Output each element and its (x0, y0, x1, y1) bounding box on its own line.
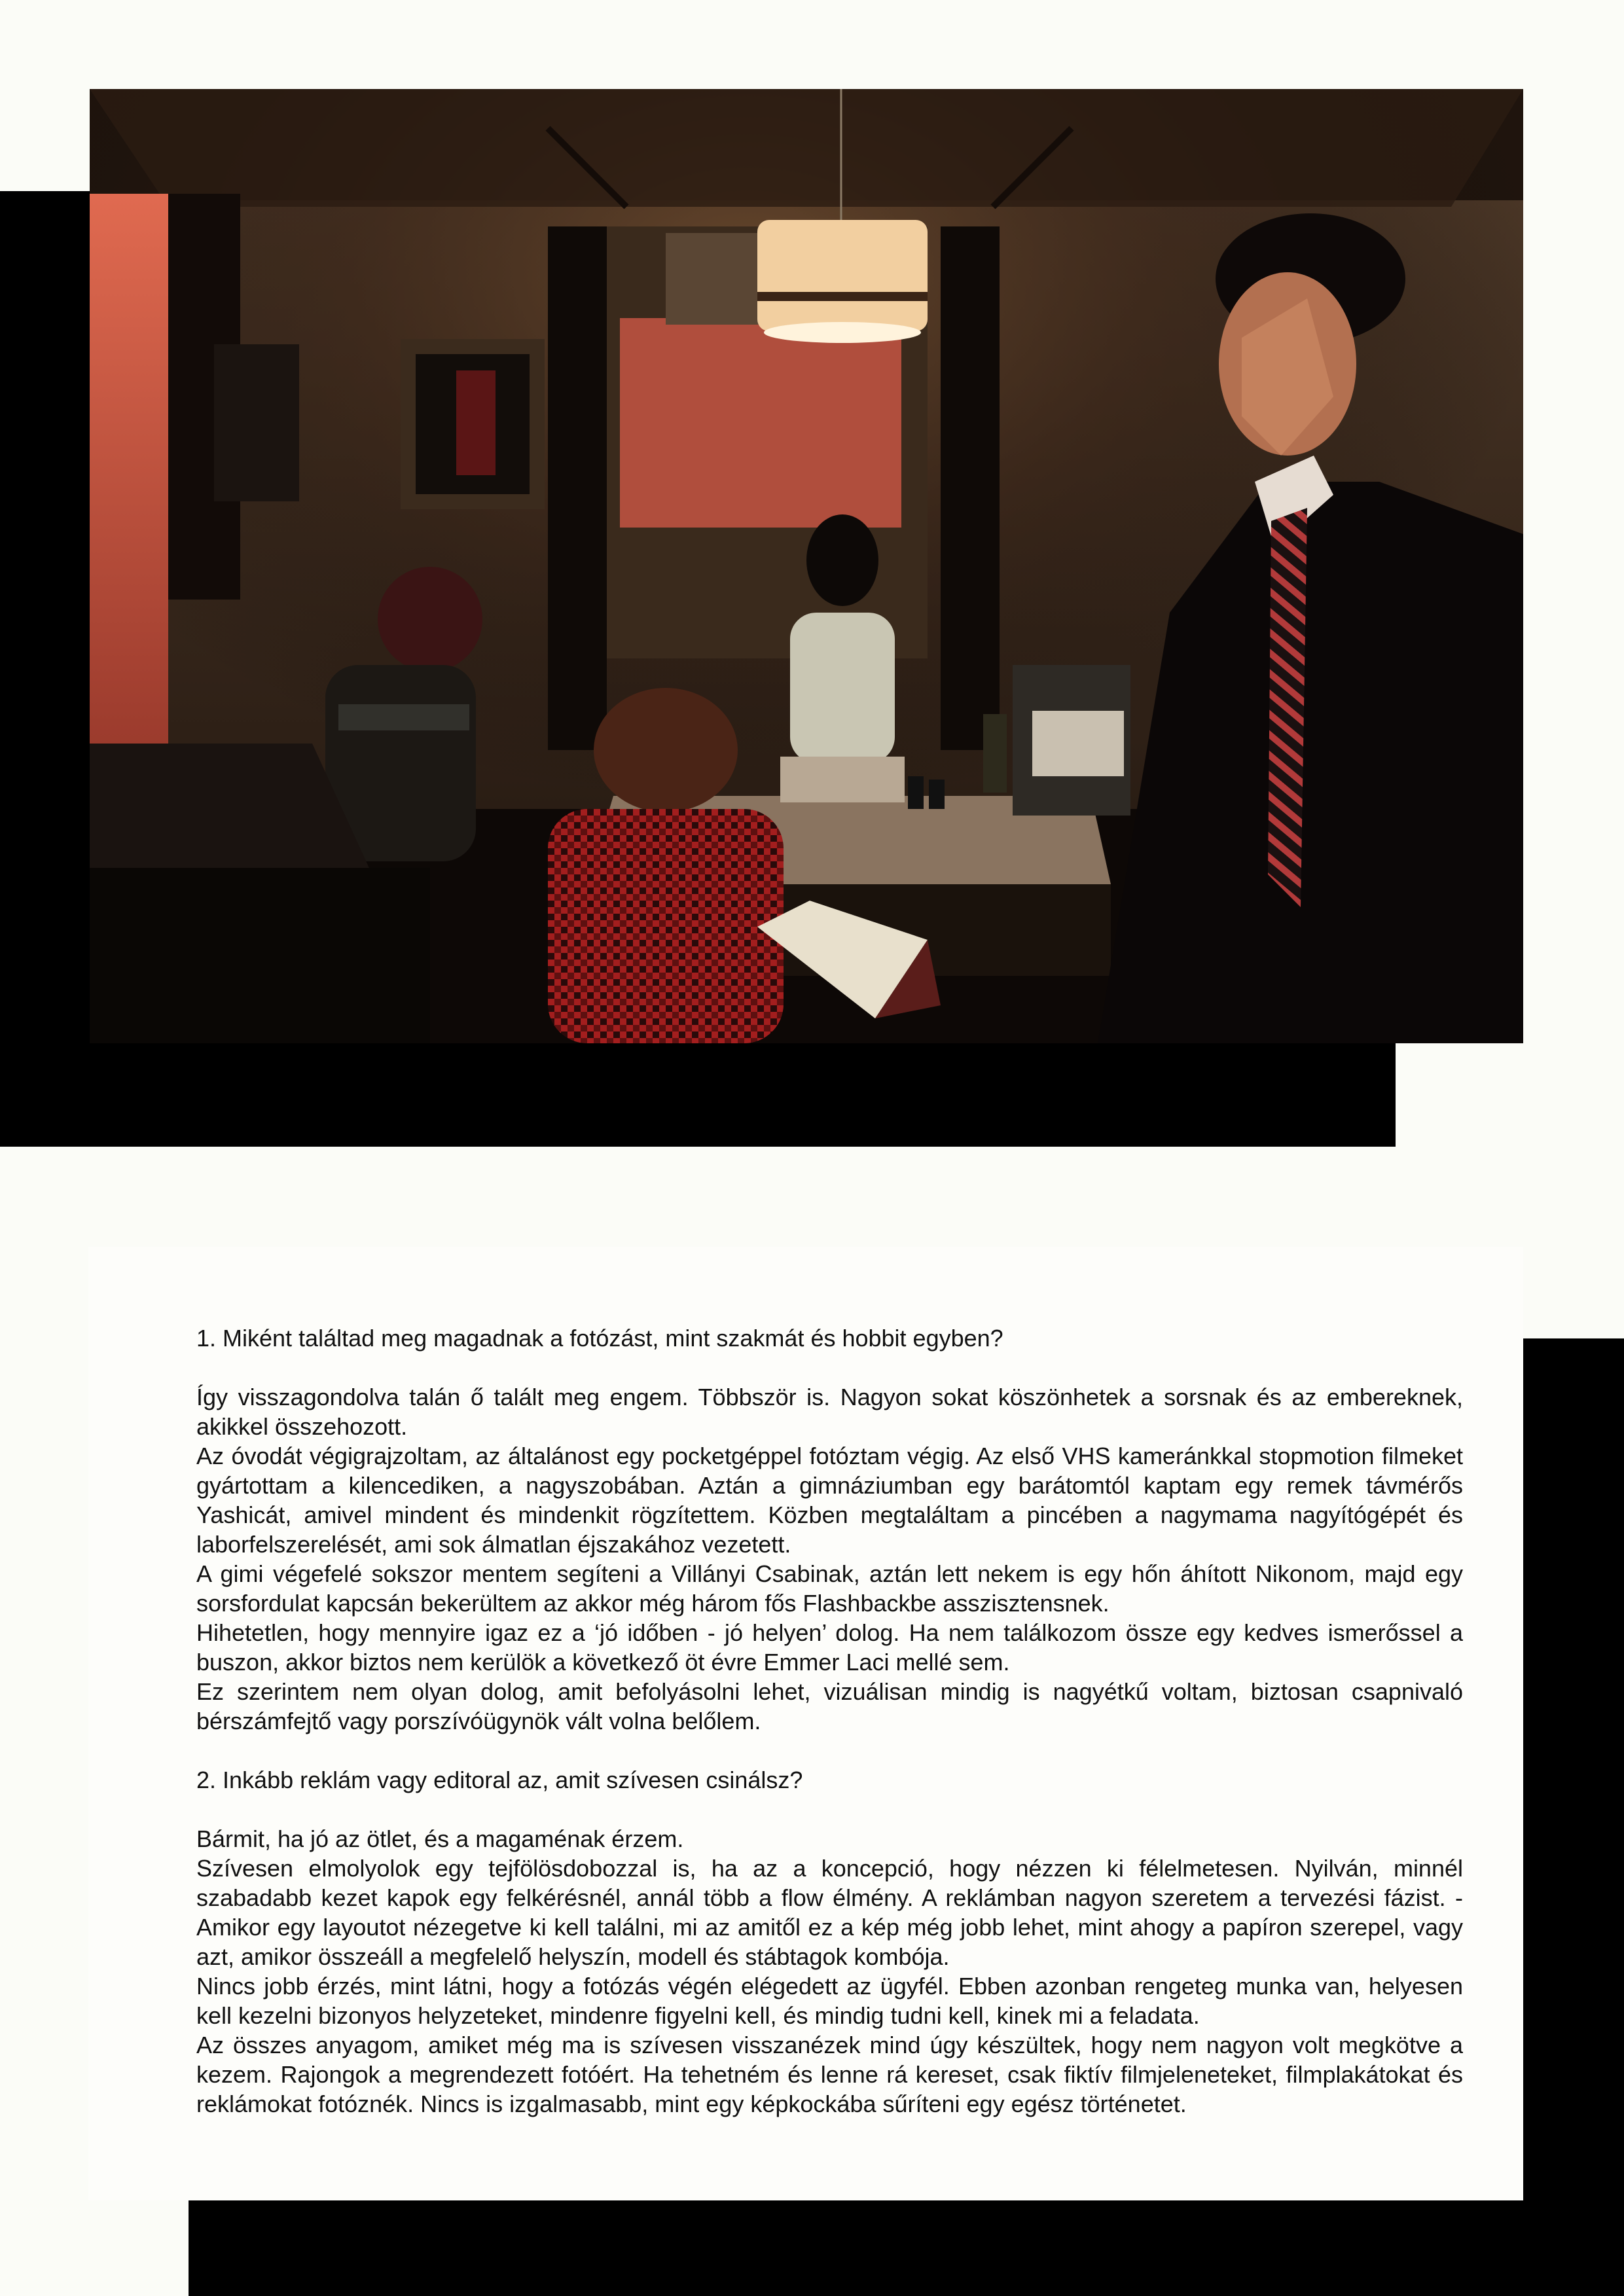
black-block-right (1522, 1338, 1624, 2296)
question-1: 1. Miként találtad meg magadnak a fotózást, mint szakmát és hobbit egyben? (196, 1325, 1003, 1352)
photo-illustration (90, 89, 1523, 1043)
answer-2-paragraph-3: Nincs jobb érzés, mint látni, hogy a fotózás végén elégedett az ügyfél. Ebben azonban rengeteg munka van, helyesen kell kezelni bizonyos helyzeteket, mindenre figyelni kell, és mindig tudni kell, kinek mi a feladata. (196, 1973, 1463, 2029)
answer-1-paragraph-4: Hihetetlen, hogy mennyire igaz ez a ‘jó időben - jó helyen’ dolog. Ha nem találkozom össze egy kedves ismerőssel a buszon, akkor biztos nem kerülök a következő öt évre Emmer Laci mellé sem. (196, 1619, 1463, 1676)
interview-text (196, 1323, 1463, 2119)
answer-1-paragraph-5: Ez szerintem nem olyan dolog, amit befolyásolni lehet, vizuálisan mindig is nagyétkű voltam, biztosan csapnivaló bérszámfejtő vagy porszívóügynök vált volna belőlem. (196, 1678, 1463, 1734)
spacer (196, 1736, 1463, 1765)
answer-2-paragraph-1: Bármit, ha jó az ötlet, és a magaménak érzem. (196, 1825, 684, 1852)
answer-1-paragraph-1: Így visszagondolva talán ő talált meg engem. Többször is. Nagyon sokat köszönhetek a sorsnak és az embereknek, akikkel összehozott. (196, 1384, 1463, 1440)
answer-2-paragraph-2: Szívesen elmolyolok egy tejfölösdobozzal is, ha az a koncepció, hogy nézzen ki félelmetesen. Nyilván, minnél szabadabb kezet kapok egy felkérésnél, annál több a flow élmény. A reklámban nagyon szeretem a tervezési fázist. - Amikor egy layoutot nézegetve ki kell találni, mi az amitől ez a kép még jobb lehet, mint ahogy a papíron szerepel, vagy azt, amikor összeáll a megfelelő helyszín, modell és stábtagok kombója. (196, 1855, 1463, 1970)
answer-1-paragraph-3: A gimi végefelé sokszor mentem segíteni a Villányi Csabinak, aztán lett nekem is egy hőn áhított Nikonom, majd egy sorsfordulat kapcsán bekerültem az akkor még három fős Flashbackbe asszisztensnek. (196, 1560, 1463, 1617)
answer-2-paragraph-4: Az összes anyagom, amiket még ma is szívesen visszanézek mind úgy készültek, hogy nem nagyon volt megkötve a kezem. Rajongok a megrendezett fotóért. Ha tehetném és lenne rá kereset, csak fiktív filmjeleneteket, filmplakátokat és reklámokat fotóznék. Nincs is izgalmasabb, mint egy képkockába sűríteni egy egész történetet. (196, 2032, 1463, 2117)
spacer (196, 1795, 1463, 1824)
black-block-left (0, 191, 92, 1147)
black-block-under-photo (0, 1042, 1396, 1147)
question-2: 2. Inkább reklám vagy editoral az, amit szívesen csinálsz? (196, 1767, 803, 1793)
spacer (196, 1353, 1463, 1382)
answer-1-paragraph-2: Az óvodát végigrajzoltam, az általánost egy pocketgéppel fotóztam végig. Az első VHS kameránkkal stopmotion filmeket gyártottam a kilencediken, a nagyszobában. Aztán a gimnáziumban egy barátomtól kaptam egy remek távmérős Yashicát, amivel mindent és mindenkit rögzítettem. Közben megtaláltam a pincében a nagymama nagyítógépét és laborfelszerelését, ami sok álmatlan éjszakához vezetett. (196, 1443, 1463, 1558)
interior-scene-photo (90, 89, 1523, 1043)
black-block-bottom (189, 2200, 1624, 2296)
